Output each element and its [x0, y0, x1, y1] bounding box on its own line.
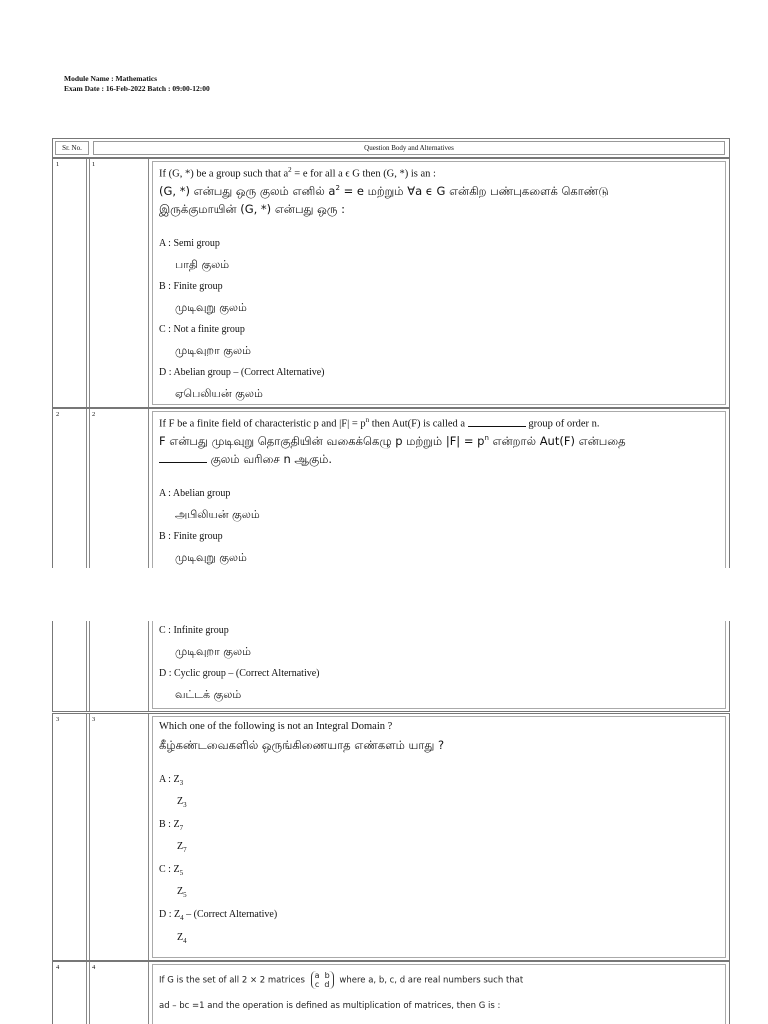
question-body: [152, 964, 726, 1024]
option-c-ta: $Z_5$: [177, 886, 187, 899]
option-a-ta: பாதி குலம்: [175, 258, 230, 271]
question-row-2: [52, 408, 730, 568]
module-name: Module Name : Mathematics: [64, 74, 158, 83]
sr-no: 2: [56, 411, 60, 418]
question-no: 2: [92, 411, 96, 418]
option-a-ta: $Z_3$: [177, 796, 187, 809]
question-row-3: [52, 713, 730, 961]
option-c: C : Infinite group: [159, 625, 229, 636]
column-header-question-body: Question Body and Alternatives: [93, 141, 725, 155]
table-header-row: [52, 138, 730, 158]
question-row-4: [52, 961, 730, 1024]
option-a: A : Abelian group: [159, 488, 231, 499]
option-c-ta: முடிவுறா குலம்: [175, 645, 251, 658]
option-c: C : $Z_5$: [159, 864, 184, 877]
question-body: [152, 411, 726, 568]
question-no: 1: [92, 161, 96, 168]
option-d-ta: வட்டக் குலம்: [175, 688, 242, 701]
question-row-1: [52, 158, 730, 408]
question-text-en: Which one of the following is not an Integral Domain ?: [159, 721, 393, 732]
option-b: B : Finite group: [159, 531, 223, 542]
question-no: 4: [92, 964, 96, 971]
question-text-ta: (G, *) என்பது ஒரு குலம் எனில் $a^2 = e$ மற்றும் ∀a ϵ G என்கிற பண்புகளைக் கொண்டு: [159, 184, 609, 198]
option-b-ta: முடிவுறு குலம்: [175, 301, 247, 314]
question-row-2-continued: [52, 621, 730, 712]
option-a: A : $Z_3$: [159, 774, 184, 787]
question-text-ta-line2: குலம் வரிசை n ஆகும்.: [159, 452, 332, 468]
matrix-abcd: a b c d: [311, 971, 334, 989]
question-body: [152, 621, 726, 709]
option-c-ta: முடிவுறா குலம்: [175, 344, 251, 357]
option-b-ta: $Z_7$: [177, 841, 187, 854]
question-no: 3: [92, 716, 96, 723]
question-text-ta: கீழ்கண்டவைகளில் ஒருங்கிணையாத எண்களம் யாது ?: [159, 738, 445, 752]
page-header: [64, 74, 210, 94]
question-body: [152, 161, 726, 405]
option-c: C : Not a finite group: [159, 324, 245, 335]
option-b: B : $Z_7$: [159, 819, 184, 832]
sr-no: 4: [56, 964, 60, 971]
exam-date-batch: Exam Date : 16-Feb-2022 Batch : 09:00-12:00: [64, 84, 210, 93]
question-text-en: If F be a finite field of characteristic p and $|F| = p^n$ then Aut(F) is called a group of order n.: [159, 416, 600, 430]
question-table-page-2: [52, 621, 730, 1024]
sr-no: 1: [56, 161, 60, 168]
option-d-correct: D : Cyclic group – (Correct Alternative): [159, 668, 320, 679]
option-d-correct: D : $Z_4$ – (Correct Alternative): [159, 909, 278, 922]
question-text-en: If G is the set of all 2 × 2 matrices a b c d where a, b, c, d are real numbers such that: [159, 971, 524, 989]
option-d-ta: $Z_4$: [177, 932, 187, 945]
option-a-ta: அபிலியன் குலம்: [175, 508, 260, 521]
question-body: [152, 716, 726, 958]
question-text-ta: F என்பது முடிவுறு தொகுதியின் வகைக்கெழு p மற்றும் $|F| = p^n$ என்றால் Aut(F) என்பதை: [159, 434, 626, 448]
question-text-en: If (G, *) be a group such that $a^2 = e$ for all a ϵ G then (G, *) is an :: [159, 166, 436, 180]
option-b: B : Finite group: [159, 281, 223, 292]
column-header-sr-no: Sr. No.: [55, 141, 89, 155]
option-a: A : Semi group: [159, 238, 220, 249]
question-text-en-line2: ad – bc =1 and the operation is defined as multiplication of matrices, then G is :: [159, 1001, 501, 1011]
option-d-correct: D : Abelian group – (Correct Alternative): [159, 367, 325, 378]
sr-no: 3: [56, 716, 60, 723]
question-table-page-1: [52, 138, 730, 568]
option-b-ta: முடிவுறு குலம்: [175, 551, 247, 564]
question-text-ta-line2: இருக்குமாயின் (G, *) என்பது ஒரு :: [159, 202, 345, 216]
option-d-ta: ஏபெலியன் குலம்: [175, 387, 263, 400]
